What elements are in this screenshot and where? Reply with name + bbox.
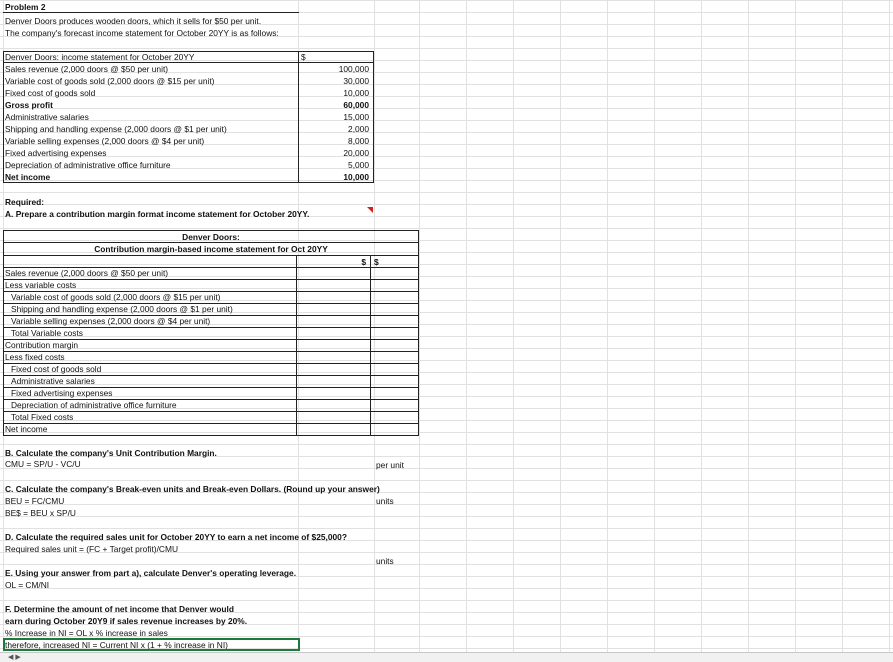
gridline-row: [0, 348, 893, 349]
cm-statement-label[interactable]: Less fixed costs: [5, 352, 65, 362]
income-statement-label[interactable]: Gross profit: [5, 100, 53, 110]
income-statement-value[interactable]: 100,000: [338, 64, 369, 74]
gridline-row: [0, 288, 893, 289]
income-statement-value[interactable]: 10,000: [343, 172, 369, 182]
income-statement-divider: [298, 51, 299, 183]
gridline-col: [795, 0, 796, 652]
income-statement-label[interactable]: Shipping and handling expense (2,000 doors @ $1 per unit): [5, 124, 227, 134]
gridline-row: [0, 360, 893, 361]
gridline-col: [748, 0, 749, 652]
cm-row-line: [3, 435, 419, 436]
income-statement-label[interactable]: Net income: [5, 172, 51, 182]
part-b-formula[interactable]: CMU = SP/U - VC/U: [5, 459, 81, 469]
tab-scroll-icon[interactable]: ◀ ▶: [8, 654, 21, 661]
gridline-row: [0, 192, 893, 193]
part-e-formula[interactable]: OL = CM/NI: [5, 580, 50, 590]
income-statement-value[interactable]: 30,000: [343, 76, 369, 86]
part-f-heading-1[interactable]: F. Determine the amount of net income that Denver would: [5, 604, 234, 614]
income-statement-value[interactable]: 5,000: [348, 160, 369, 170]
cm-row-line: [3, 423, 419, 424]
part-f-heading-2[interactable]: earn during October 20Y9 if sales revenue increases by 20%.: [5, 616, 248, 626]
cm-title-company[interactable]: Denver Doors:: [182, 232, 240, 242]
income-statement-currency[interactable]: $: [301, 52, 306, 62]
cm-statement-label[interactable]: Less variable costs: [5, 280, 77, 290]
cm-statement-label[interactable]: Contribution margin: [5, 340, 79, 350]
part-d-unit[interactable]: units: [376, 556, 394, 566]
income-statement-label[interactable]: Depreciation of administrative office furniture: [5, 160, 171, 170]
gridline-row: [0, 372, 893, 373]
gridline-col: [654, 0, 655, 652]
gridline-col: [607, 0, 608, 652]
cm-statement-label[interactable]: Variable selling expenses (2,000 doors @ $4 per unit): [11, 316, 211, 326]
income-statement-value[interactable]: 20,000: [343, 148, 369, 158]
part-b-unit[interactable]: per unit: [376, 460, 404, 470]
income-statement-label[interactable]: Variable cost of goods sold (2,000 doors @ $15 per unit): [5, 76, 215, 86]
cm-statement-label[interactable]: Administrative salaries: [11, 376, 95, 386]
income-statement-label[interactable]: Denver Doors: income statement for October 20YY: [5, 52, 195, 62]
income-statement-label[interactable]: Fixed advertising expenses: [5, 148, 107, 158]
cm-col2-header[interactable]: $: [374, 257, 379, 267]
income-statement-value[interactable]: [300, 51, 369, 63]
income-statement-value[interactable]: 8,000: [348, 136, 369, 146]
cm-statement-label[interactable]: Fixed cost of goods sold: [11, 364, 102, 374]
cm-statement-label[interactable]: Fixed advertising expenses: [11, 388, 113, 398]
cm-statement-label[interactable]: Net income: [5, 424, 48, 434]
gridline-col: [419, 0, 420, 652]
gridline-row: [0, 120, 893, 121]
gridline-row: [0, 444, 893, 445]
gridline-col: [560, 0, 561, 652]
problem-title[interactable]: Problem 2: [5, 2, 46, 12]
gridline-row: [0, 48, 893, 49]
gridline-col: [3, 0, 4, 652]
part-c-formula-1[interactable]: BEU = FC/CMU: [5, 496, 65, 506]
cm-statement-label[interactable]: Variable cost of goods sold (2,000 doors @ $15 per unit): [11, 292, 221, 302]
gridline-row: [0, 96, 893, 97]
gridline-row: [0, 480, 893, 481]
gridline-row: [0, 204, 893, 205]
gridline-col: [701, 0, 702, 652]
gridline-row: [0, 396, 893, 397]
cm-title-statement[interactable]: Contribution margin-based income statement for Oct 20YY: [94, 244, 328, 254]
part-d-heading[interactable]: D. Calculate the required sales unit for October 20YY to earn a net income of $25,000?: [5, 532, 347, 542]
gridline-col: [889, 0, 890, 652]
gridline-row: [0, 228, 893, 229]
gridline-row: [0, 420, 893, 421]
gridline-col: [842, 0, 843, 652]
gridline-row: [0, 600, 893, 601]
gridline-row: [0, 180, 893, 181]
income-statement-value[interactable]: 2,000: [348, 124, 369, 134]
income-statement-value[interactable]: 10,000: [343, 88, 369, 98]
income-statement-label[interactable]: Administrative salaries: [5, 112, 89, 122]
gridline-row: [0, 516, 893, 517]
income-statement-label[interactable]: Variable selling expenses (2,000 doors @ $4 per unit): [5, 136, 205, 146]
cm-col-divider-1: [296, 255, 297, 436]
required-heading[interactable]: Required:: [5, 197, 45, 207]
part-a-heading[interactable]: A. Prepare a contribution margin format income statement for October 20YY.: [5, 209, 310, 219]
gridline-row: [0, 504, 893, 505]
cm-statement-label[interactable]: Total Fixed costs: [11, 412, 74, 422]
gridline-row: [0, 108, 893, 109]
cm-col1-header[interactable]: $: [361, 257, 366, 267]
part-f-formula-2[interactable]: therefore, increased NI = Current NI x (1 + % increase in NI): [5, 640, 228, 650]
cm-row-line: [3, 351, 419, 352]
title-underline: [3, 12, 299, 13]
gridline-row: [0, 264, 893, 265]
part-e-heading[interactable]: E. Using your answer from part a), calculate Denver's operating leverage.: [5, 568, 297, 578]
gridline-row: [0, 564, 893, 565]
gridline-col: [466, 0, 467, 652]
cm-statement-label[interactable]: Total Variable costs: [11, 328, 83, 338]
gridline-row: [0, 588, 893, 589]
income-statement-label[interactable]: Fixed cost of goods sold: [5, 88, 96, 98]
cm-statement-label[interactable]: Shipping and handling expense (2,000 doors @ $1 per unit): [11, 304, 233, 314]
gridline-col: [513, 0, 514, 652]
part-c-heading[interactable]: C. Calculate the company's Break-even units and Break-even Dollars. (Round up your answer): [5, 484, 380, 494]
gridline-row: [0, 528, 893, 529]
problem-line-1[interactable]: Denver Doors produces wooden doors, which it sells for $50 per unit.: [5, 16, 262, 26]
income-statement-value[interactable]: 60,000: [343, 100, 369, 110]
part-d-formula[interactable]: Required sales unit = (FC + Target profit)/CMU: [5, 544, 178, 554]
part-c-unit[interactable]: units: [376, 496, 394, 506]
gridline-row: [0, 468, 893, 469]
part-f-formula-1[interactable]: % Increase in NI = OL x % increase in sales: [5, 628, 168, 638]
income-statement-label[interactable]: Sales revenue (2,000 doors @ $50 per unit): [5, 64, 169, 74]
gridline-row: [0, 384, 893, 385]
part-c-formula-2[interactable]: BE$ = BEU x SP/U: [5, 508, 76, 518]
gridline-row: [0, 156, 893, 157]
gridline-row: [0, 432, 893, 433]
cm-statement-label[interactable]: Sales revenue (2,000 doors @ $50 per unit): [5, 268, 169, 278]
cm-col-divider-2: [370, 255, 371, 436]
gridline-col: [374, 0, 375, 652]
problem-line-2[interactable]: The company's forecast income statement for October 20YY is as follows:: [5, 28, 279, 38]
part-b-heading[interactable]: B. Calculate the company's Unit Contribution Margin.: [5, 448, 217, 458]
cm-statement-label[interactable]: Depreciation of administrative office furniture: [11, 400, 177, 410]
gridline-row: [0, 0, 893, 1]
income-statement-value[interactable]: 15,000: [343, 112, 369, 122]
gridline-row: [0, 336, 893, 337]
comment-indicator-icon[interactable]: [367, 207, 373, 213]
